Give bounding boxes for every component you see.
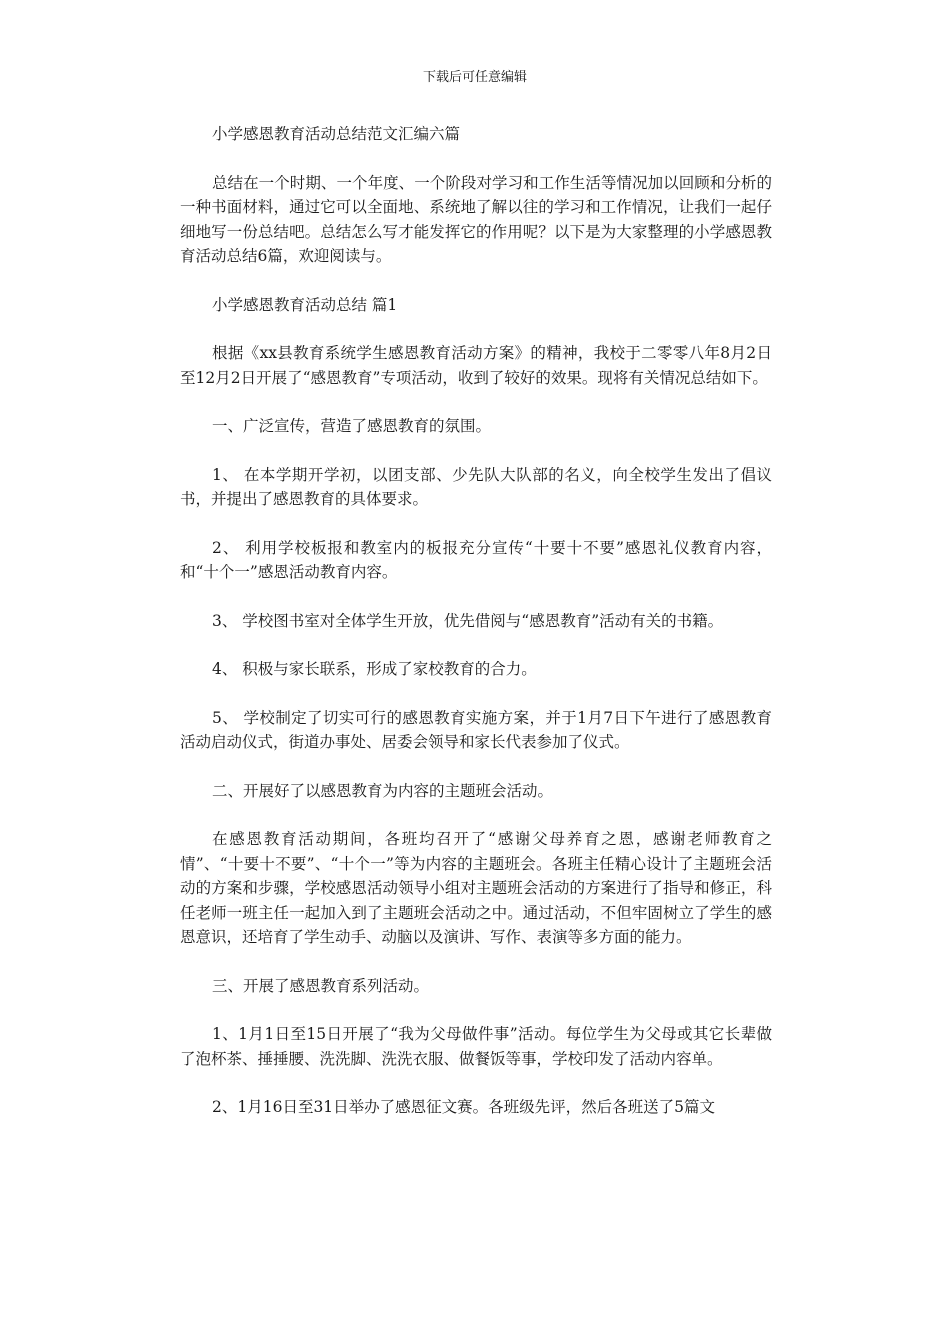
heading-2: 二、开展好了以感恩教育为内容的主题班会活动。 (212, 781, 554, 800)
document-title: 小学感恩教育活动总结范文汇编六篇 (212, 125, 461, 143)
list-item-7: 2、1月16日至31日举办了感恩征文赛。各班级先评，然后各班送了5篇文 (212, 1098, 716, 1116)
list-item-1: 1、 在本学期开学初，以团支部、少先队大队部的名义，向全校学生发出了倡议书，并提出了感恩教育的具体要求。 (180, 465, 772, 508)
list-item-4: 4、 积极与家长联系，形成了家校教育的合力。 (212, 660, 537, 678)
paragraph: 在感恩教育活动期间，各班均召开了“感谢父母养育之恩，感谢老师教育之情”、“十要十不要”、“十个一”等为内容的主题班会。各班主任精心设计了主题班会活动的方案和步骤，学校感恩活动领导小组对主题班会活动的方案进行了指导和修正，科任老师一班主任一起加入到了主题班会活动之中。通过活动，不但牢固树立了学生的感恩意识，还培育了学生动手、动脑以及演讲、写作、表演等多方面的能力。 (180, 830, 772, 946)
heading-3: 三、开展了感恩教育系列活动。 (212, 976, 430, 995)
document-body (180, 122, 772, 1144)
list-item-2: 2、 利用学校板报和教室内的板报充分宣传“十要十不要”感恩礼仪教育内容，和“十个一”感恩活动教育内容。 (180, 538, 772, 581)
list-item-6: 1、1月1日至15日开展了“我为父母做件事”活动。每位学生为父母或其它长辈做了泡杯茶、捶捶腰、洗洗脚、洗洗衣服、做餐饭等事，学校印发了活动内容单。 (180, 1025, 772, 1068)
intro-paragraph: 总结在一个时期、一个年度、一个阶段对学习和工作生活等情况加以回顾和分析的一种书面材料，通过它可以全面地、系统地了解以往的学习和工作情况，让我们一起仔细地写一份总结吧。总结怎么写才能发挥它的作用呢？以下是为大家整理的小学感恩教育活动总结6篇，欢迎阅读与。 (180, 173, 772, 265)
list-item-5: 5、 学校制定了切实可行的感恩教育实施方案，并于1月7日下午进行了感恩教育活动启动仪式，街道办事处、居委会领导和家长代表参加了仪式。 (180, 708, 772, 751)
page-header: 下载后可任意编辑 (422, 70, 527, 85)
paragraph: 根据《xx县教育系统学生感恩教育活动方案》的精神，我校于二零零八年8月2日至12月2日开展了“感恩教育”专项活动，收到了较好的效果。现将有关情况总结如下。 (180, 344, 772, 387)
heading-1: 一、广泛宣传，营造了感恩教育的氛围。 (212, 417, 492, 435)
section-title-1: 小学感恩教育活动总结 篇1 (212, 295, 398, 314)
list-item-3: 3、 学校图书室对全体学生开放，优先借阅与“感恩教育”活动有关的书籍。 (212, 611, 724, 630)
